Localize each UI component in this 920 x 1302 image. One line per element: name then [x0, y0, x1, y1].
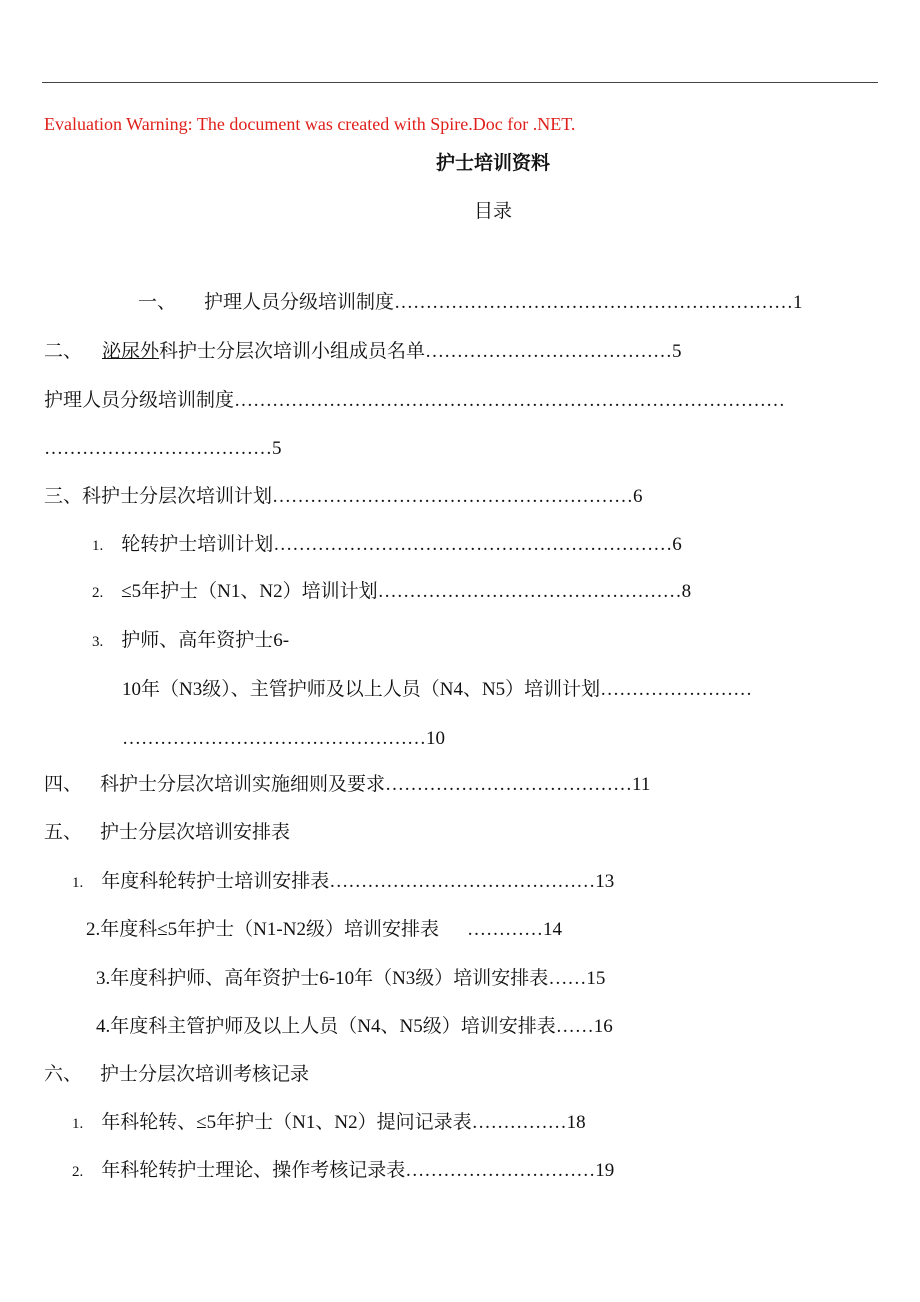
toc-entry-text: 科护士分层次培训实施细则及要求 — [100, 774, 386, 795]
toc-entry-number: 1. — [92, 538, 104, 554]
toc-leader: ………………………………………… — [122, 728, 426, 749]
toc-entry-3[interactable] — [44, 389, 785, 413]
toc-page-number: 6 — [672, 534, 682, 555]
toc-leader: …… — [555, 1016, 594, 1037]
evaluation-warning: Evaluation Warning: The document was created with Spire.Doc for .NET. — [44, 114, 576, 134]
toc-leader: ………………………………………… — [377, 581, 682, 602]
toc-entry-11[interactable] — [86, 918, 562, 942]
toc-entry-text: ≤5年护士（N1、N2）培训计划 — [121, 581, 378, 602]
toc-leader: …………… — [471, 1112, 567, 1133]
toc-leader: ………………………… — [405, 1160, 596, 1181]
toc-page-number: 1 — [793, 292, 803, 313]
toc-entry-8[interactable] — [44, 773, 650, 797]
toc-leader: ………………………………………………… — [272, 486, 634, 507]
toc-entry-16[interactable] — [72, 1159, 614, 1184]
toc-entry-number: 一、 — [138, 292, 177, 313]
toc-entry-text: 年科轮转护士理论、操作考核记录表 — [101, 1160, 406, 1181]
toc-entry-4[interactable] — [44, 485, 643, 509]
toc-entry-15[interactable] — [72, 1111, 586, 1136]
toc-entry-number: 2. — [72, 1164, 84, 1180]
toc-leader: …………………… — [600, 679, 753, 700]
toc-page-number: 14 — [542, 919, 562, 940]
header-rule — [42, 82, 878, 83]
toc-entry-9[interactable] — [44, 821, 290, 845]
toc-page-number: 10 — [426, 728, 445, 749]
toc-leader: …… — [548, 968, 587, 989]
toc-page-number: 15 — [586, 968, 606, 989]
toc-leader: …………………………………… — [329, 871, 596, 892]
toc-entry-number: 1. — [72, 1116, 84, 1132]
toc-entry-text: 年科轮转、≤5年护士（N1、N2）提问记录表 — [101, 1112, 472, 1133]
toc-entry-text: 护士分层次培训考核记录 — [100, 1064, 310, 1085]
toc-entry-10[interactable] — [72, 870, 614, 895]
toc-entry-text: 3.年度科护师、高年资护士6-10年（N3级）培训安排表 — [96, 968, 549, 989]
toc-entry-7-continued[interactable] — [122, 678, 752, 702]
toc-entry-7[interactable] — [92, 629, 289, 654]
toc-entry-14[interactable] — [44, 1063, 309, 1087]
toc-page-number: 16 — [593, 1016, 613, 1037]
toc-entry-5[interactable] — [92, 533, 682, 558]
toc-page-number: 5 — [672, 341, 682, 362]
toc-page-number: 8 — [681, 581, 692, 602]
toc-entry-number: 3. — [92, 634, 104, 650]
toc-entry-text: 护理人员分级培训制度 — [204, 292, 395, 313]
toc-entry-number: 五、 — [44, 822, 83, 843]
toc-entry-1[interactable] — [138, 291, 803, 315]
toc-page-number: 5 — [272, 438, 282, 459]
toc-entry-text: 科护士分层次培训小组成员名单 — [159, 341, 426, 362]
toc-entry-text: 三、科护士分层次培训计划 — [44, 486, 273, 507]
toc-leader: ………… — [466, 919, 543, 940]
toc-heading: 目录 — [473, 200, 512, 222]
toc-entry-number: 二、 — [44, 341, 83, 362]
toc-leader: ……………………………………………………… — [394, 292, 794, 313]
document-title: 护士培训资料 — [435, 152, 550, 174]
toc-entry-text: 2.年度科≤5年护士（N1-N2级）培训安排表 — [86, 919, 439, 940]
toc-leader: ……………………………… — [44, 438, 272, 459]
toc-entry-7-continued-2[interactable] — [122, 727, 445, 751]
toc-entry-number: 四、 — [44, 774, 83, 795]
toc-page-number: 11 — [632, 774, 651, 795]
toc-leader: ………………………………… — [385, 774, 633, 795]
toc-entry-text: 年度科轮转护士培训安排表 — [101, 871, 330, 892]
toc-entry-text-underlined: 泌尿外 — [102, 341, 160, 362]
toc-page-number: 6 — [633, 486, 643, 507]
toc-entry-13[interactable] — [96, 1015, 613, 1039]
toc-entry-text: 轮转护士培训计划 — [121, 534, 274, 555]
toc-entry-2[interactable] — [44, 340, 682, 364]
toc-entry-number: 六、 — [44, 1064, 83, 1085]
toc-leader: ……………………………………………………… — [273, 534, 673, 555]
toc-page-number: 13 — [595, 871, 615, 892]
toc-entry-12[interactable] — [96, 967, 605, 991]
toc-entry-number: 2. — [92, 585, 104, 601]
toc-entry-text: 4.年度科主管护师及以上人员（N4、N5级）培训安排表 — [96, 1016, 556, 1037]
toc-leader: …………………………………………………………………………… — [234, 390, 786, 411]
toc-page-number: 19 — [595, 1160, 615, 1181]
toc-entry-text: 护士分层次培训安排表 — [100, 822, 291, 843]
toc-entry-text: 护师、高年资护士6- — [121, 630, 290, 651]
toc-entry-text: 护理人员分级培训制度 — [44, 390, 235, 411]
toc-page-number: 18 — [566, 1112, 586, 1133]
toc-entry-3-continued[interactable] — [44, 437, 282, 461]
toc-leader: ………………………………… — [425, 341, 673, 362]
toc-entry-6[interactable] — [92, 580, 691, 605]
toc-entry-text: 10年（N3级）、主管护师及以上人员（N4、N5）培训计划 — [122, 679, 601, 700]
toc-entry-number: 1. — [72, 875, 84, 891]
